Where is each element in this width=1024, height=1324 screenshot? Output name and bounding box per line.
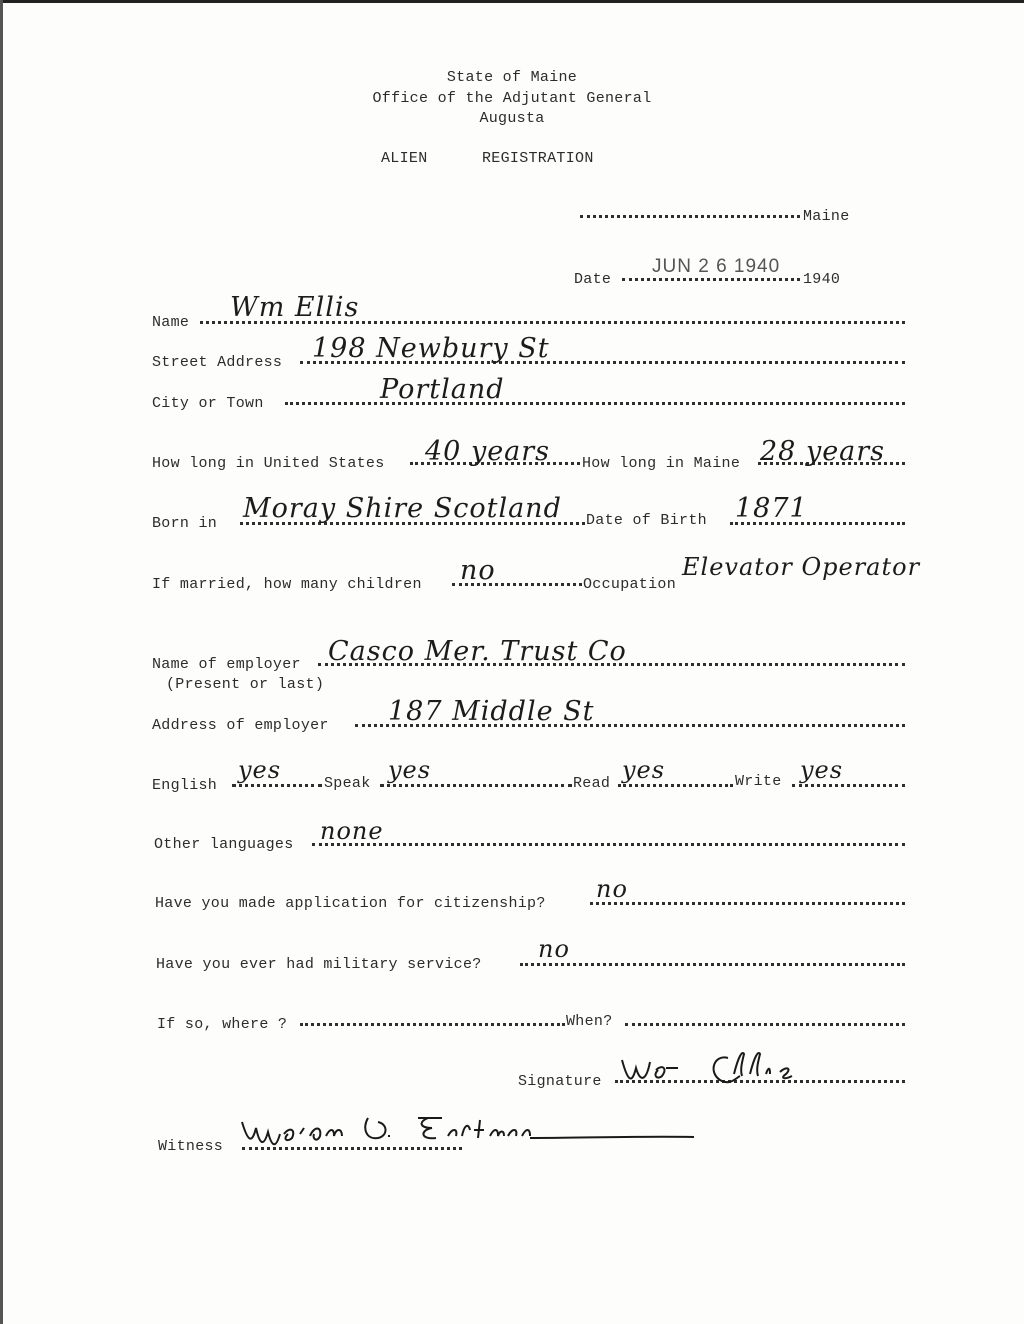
military-value: no — [538, 935, 570, 963]
read-value: yes — [622, 756, 666, 784]
witness-signature — [238, 1108, 698, 1156]
citizenship-value: no — [596, 875, 628, 903]
where-dotted-line — [300, 1020, 565, 1026]
dob-value: 1871 — [735, 493, 808, 524]
applicant-signature — [618, 1048, 828, 1090]
other-languages-dotted-line — [312, 840, 905, 846]
born-in-value: Moray Shire Scotland — [243, 493, 562, 524]
speak-label: Speak — [324, 775, 371, 792]
military-dotted-line — [520, 960, 905, 966]
witness-label: Witness — [158, 1138, 224, 1155]
date-stamp: JUN 2 6 1940 — [652, 256, 781, 277]
children-label: If married, how many children — [152, 576, 422, 593]
city-dotted-line — [285, 399, 905, 405]
name-value: Wm Ellis — [230, 292, 360, 323]
when-dotted-line — [625, 1020, 905, 1026]
citizenship-dotted-line — [590, 899, 905, 905]
maine-duration-value: 28 years — [760, 436, 886, 467]
write-label: Write — [735, 773, 782, 790]
dob-label: Date of Birth — [586, 512, 707, 529]
occupation-value: Elevator Operator — [682, 553, 921, 581]
date-year: 1940 — [803, 271, 841, 288]
read-label: Read — [573, 775, 611, 792]
scan-edge-top — [0, 0, 1024, 3]
employer-address-value: 187 Middle St — [388, 696, 595, 727]
signature-label: Signature — [518, 1073, 602, 1090]
citizenship-label: Have you made application for citizenship? — [155, 895, 546, 912]
header-state: State of Maine — [446, 69, 578, 86]
english-label: English — [152, 777, 218, 794]
occupation-label: Occupation — [583, 576, 677, 593]
form-title-alien: ALIEN — [381, 150, 428, 167]
header-office: Office of the Adjutant General — [372, 90, 652, 107]
street-value: 198 Newbury St — [312, 333, 550, 364]
header-city: Augusta — [479, 110, 545, 127]
employer-address-label: Address of employer — [152, 717, 329, 734]
speak-value: yes — [388, 756, 432, 784]
scan-edge-left — [0, 0, 3, 1324]
when-label: When? — [566, 1013, 613, 1030]
write-value: yes — [800, 756, 844, 784]
military-label: Have you ever had military service? — [156, 956, 482, 973]
employer-value: Casco Mer. Trust Co — [328, 636, 627, 667]
children-value: no — [460, 555, 496, 586]
employer-sublabel: (Present or last) — [166, 676, 325, 693]
us-duration-label: How long in United States — [152, 455, 385, 472]
date-label: Date — [574, 271, 612, 288]
us-duration-value: 40 years — [425, 436, 551, 467]
city-label: City or Town — [152, 395, 264, 412]
name-label: Name — [152, 314, 190, 331]
english-value: yes — [238, 756, 282, 784]
other-languages-value: none — [320, 817, 384, 845]
place-dotted-line — [580, 212, 800, 218]
employer-label: Name of employer — [152, 656, 301, 673]
street-label: Street Address — [152, 354, 283, 371]
born-in-label: Born in — [152, 515, 218, 532]
maine-duration-label: How long in Maine — [582, 455, 741, 472]
other-languages-label: Other languages — [154, 836, 294, 853]
city-value: Portland — [380, 374, 505, 405]
form-title-registration: REGISTRATION — [482, 150, 594, 167]
place-suffix: Maine — [803, 208, 850, 225]
where-label: If so, where ? — [157, 1016, 288, 1033]
